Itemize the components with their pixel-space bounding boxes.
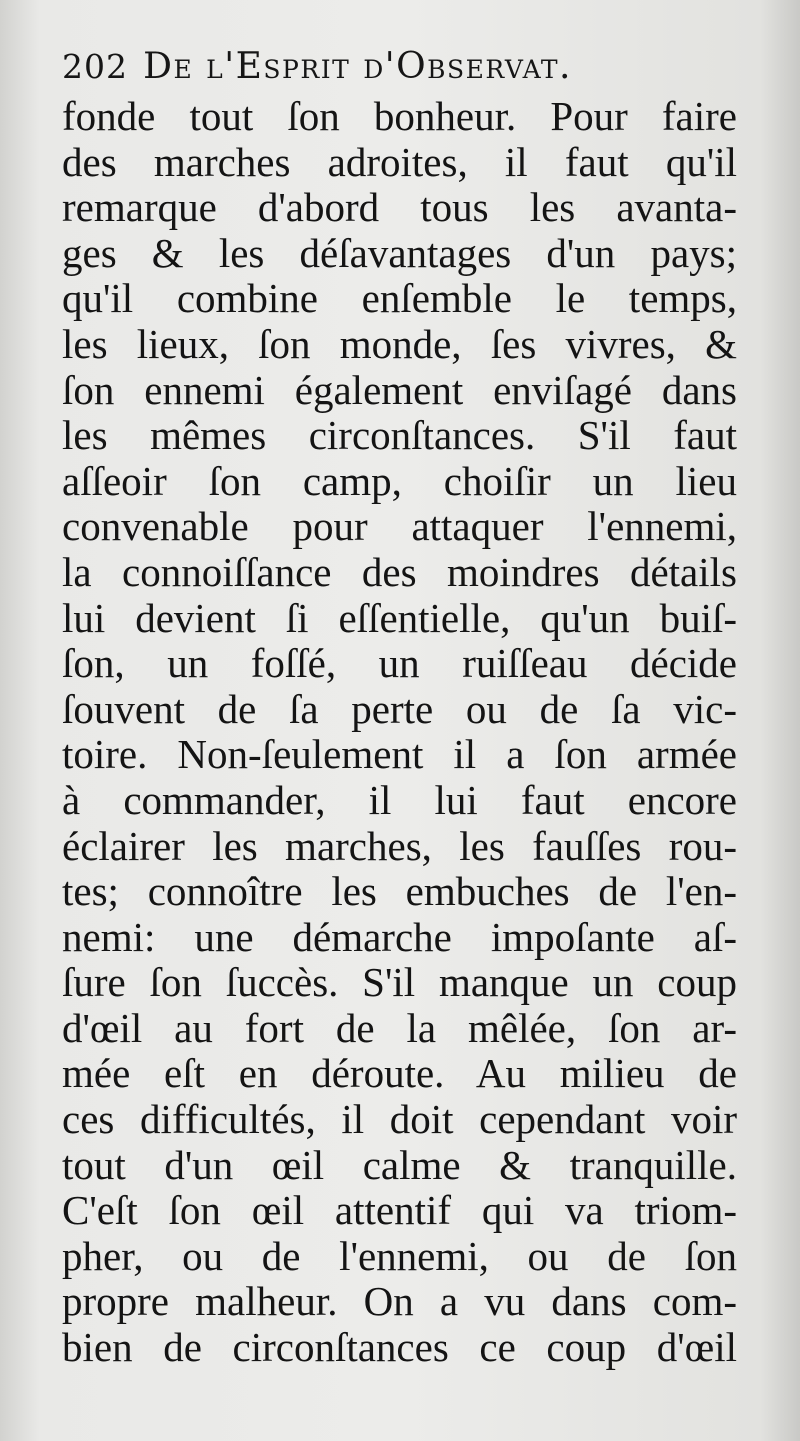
page-number: 202 bbox=[62, 47, 128, 86]
running-head: De l'Esprit d'Observat. bbox=[143, 46, 572, 87]
text-line: des marches adroites, il faut qu'il bbox=[62, 138, 737, 185]
text-line: à commander, il lui faut encore bbox=[62, 776, 737, 823]
text-line: les mêmes circonſtances. S'il faut bbox=[62, 412, 737, 459]
text-line: nemi: une démarche impoſante aſ- bbox=[62, 913, 737, 960]
page-header bbox=[62, 46, 752, 87]
text-line: toire. Non-ſeulement il a ſon armée bbox=[62, 731, 737, 778]
text-line: ſure ſon ſuccès. S'il manque un coup bbox=[62, 959, 737, 1006]
text-line: C'eſt ſon œil attentif qui va triom- bbox=[62, 1187, 737, 1234]
text-line: ges & les déſavantages d'un pays; bbox=[62, 229, 737, 276]
text-line: éclairer les marches, les fauſſes rou- bbox=[62, 822, 737, 869]
text-line: ſon, un foſſé, un ruiſſeau décide bbox=[62, 640, 737, 687]
text-line: les lieux, ſon monde, ſes vivres, & bbox=[62, 320, 737, 367]
text-line: mée eſt en déroute. Au milieu de bbox=[62, 1050, 737, 1097]
text-line: ſouvent de ſa perte ou de ſa vic- bbox=[62, 685, 737, 732]
body-text bbox=[62, 94, 737, 1371]
text-line: fonde tout ſon bonheur. Pour faire bbox=[62, 93, 737, 139]
text-line: ces difficultés, il doit cependant voir bbox=[62, 1096, 737, 1143]
text-line: tout d'un œil calme & tranquille. bbox=[62, 1141, 737, 1188]
text-line: pher, ou de l'ennemi, ou de ſon bbox=[62, 1232, 737, 1279]
text-line: aſſeoir ſon camp, choiſir un lieu bbox=[62, 457, 737, 504]
text-line: convenable pour attaquer l'ennemi, bbox=[62, 503, 737, 550]
text-line: ſon ennemi également enviſagé dans bbox=[62, 366, 737, 413]
text-line: remarque d'abord tous les avanta- bbox=[62, 184, 737, 231]
text-line: propre malheur. On a vu dans com- bbox=[62, 1278, 737, 1325]
text-line: lui devient ſi eſſentielle, qu'un buiſ- bbox=[62, 594, 737, 641]
text-line: bien de circonſtances ce coup d'œil bbox=[62, 1324, 737, 1371]
text-line: qu'il combine enſemble le temps, bbox=[62, 275, 737, 322]
text-line: la connoiſſance des moindres détails bbox=[62, 548, 737, 595]
text-line: d'œil au fort de la mêlée, ſon ar- bbox=[62, 1004, 737, 1051]
text-line: tes; connoître les embuches de l'en- bbox=[62, 868, 737, 915]
